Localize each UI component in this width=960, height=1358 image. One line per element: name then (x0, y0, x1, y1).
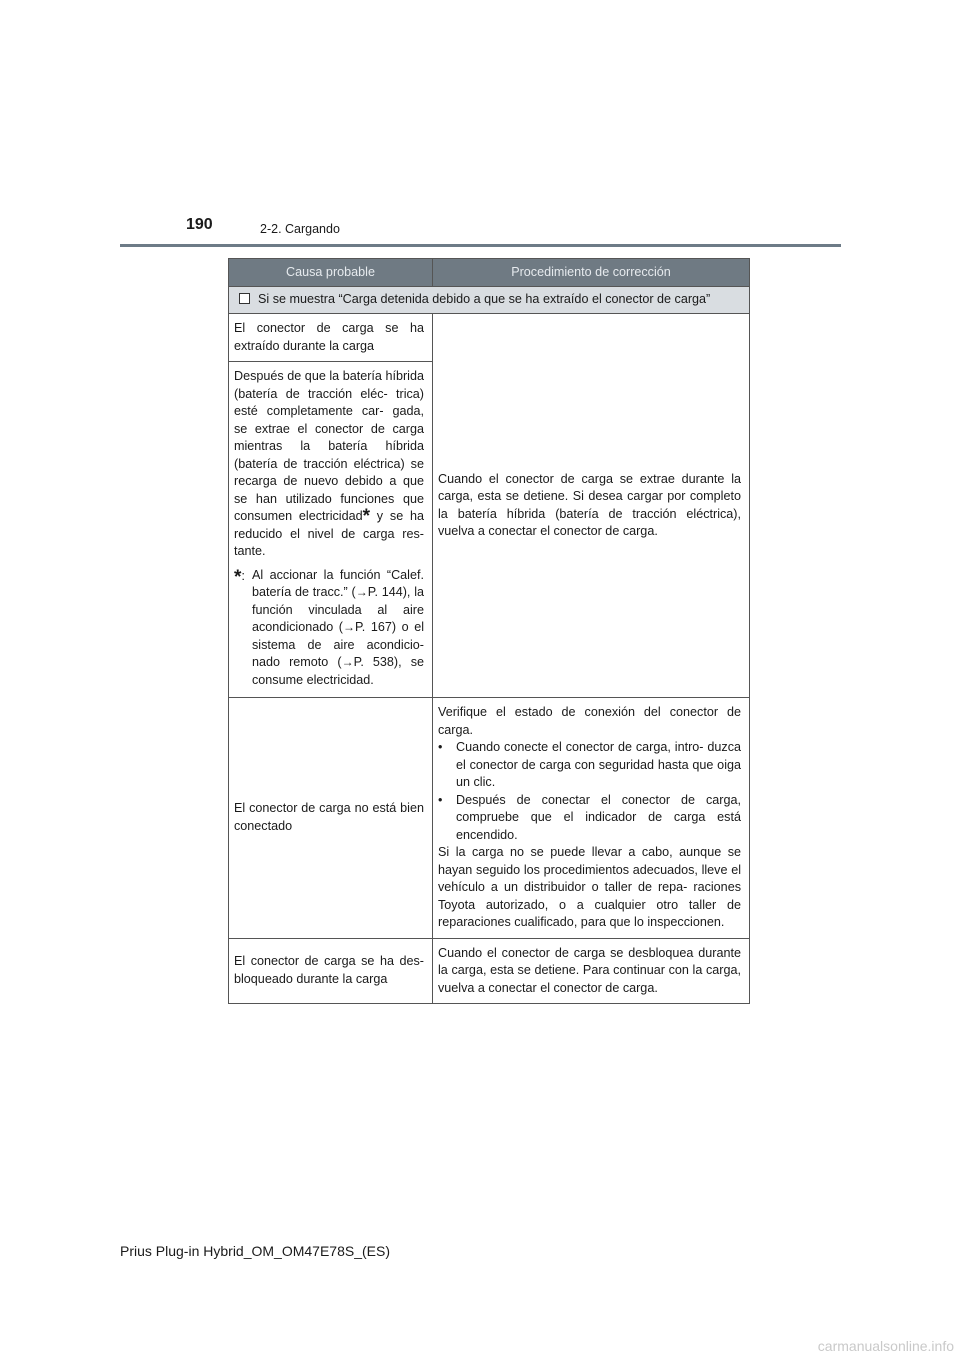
table-header-row (229, 259, 750, 287)
column-header-cause: Causa probable (229, 259, 433, 287)
arrow-right-icon: → (355, 585, 368, 599)
cause-cell: El conector de carga no está bien conectado (229, 698, 433, 939)
bullet-icon: • (438, 740, 443, 754)
checkbox-icon (239, 293, 250, 304)
procedure-cell (433, 698, 750, 939)
subheader-text: Si se muestra “Carga detenida debido a que se ha extraído el conector de carga” (258, 292, 711, 307)
bullet-icon: • (438, 792, 443, 807)
section-title: 2-2. Cargando (260, 222, 340, 236)
footer-manual-id: Prius Plug-in Hybrid_OM_OM47E78S_(ES) (120, 1243, 390, 1259)
footnote-asterisk: * (234, 566, 242, 588)
table-row (229, 314, 750, 362)
column-header-procedure: Procedimiento de corrección (433, 259, 750, 287)
footnote-text: Al accionar la función “Calef. batería de tracc.” (→P. 144), la función vinculada al aire acondicionado (→P. 167) o el sistema de aire acondicio- nado remoto (→P. 538), se consume electricidad. (252, 567, 424, 687)
table-subheader (229, 287, 750, 314)
cause-cell (229, 362, 433, 698)
table-row (229, 698, 750, 939)
procedure-cell: Cuando el conector de carga se desbloquea durante la carga, esta se detiene. Para continuar con la carga, vuelva a conectar el conector de carga. (433, 938, 750, 1004)
asterisk-mark: * (362, 506, 371, 527)
cause-text: Después de que la batería híbrida (batería de tracción eléc- trica) esté completamente car- gada, se extrae el conector de carga mientras la batería híbrida (batería de tracción eléctrica) se recarga de nuevo debido a que se han utilizado funciones que consumen electricidad* y se ha reducido el nivel de carga res- tante. (234, 369, 424, 558)
watermark: carmanualsonline.info (817, 1338, 954, 1354)
page-number: 190 (186, 216, 213, 233)
troubleshooting-table (228, 258, 750, 1004)
cause-cell: El conector de carga se ha des- bloqueado durante la carga (229, 938, 433, 1004)
cause-cell: El conector de carga se ha extraído durante la carga (229, 314, 433, 362)
header-divider (120, 244, 841, 247)
table-subheader-row (229, 287, 750, 314)
arrow-right-icon: → (343, 620, 355, 634)
procedure-cell: Cuando el conector de carga se extrae durante la carga, esta se detiene. Si desea cargar por completo la batería híbrida (batería de tracción eléctrica), vuelva a conectar el conector de carga. (433, 314, 750, 698)
procedure-outro: Si la carga no se puede llevar a cabo, aunque se hayan seguido los procedimientos adecuados, lleve el vehículo a un distribuidor o taller de repa- raciones Toyota autorizado, o a cualquier otro taller de reparaciones cualificado, para que lo inspeccionen. (438, 845, 741, 929)
table-row (229, 938, 750, 1004)
footnote: *: Al accionar la función “Calef. batería de tracc.” (→P. 144), la función vinculada al aire acondicionado (→P. 167) o el sistema de aire acondicio- nado remoto (→P. 538), se consume electricidad. (234, 567, 424, 690)
bullet-item: • Cuando conecte el conector de carga, intro- duzca el conector de carga con seguridad hasta que oiga un clic. (438, 739, 741, 792)
arrow-right-icon: → (341, 655, 354, 669)
procedure-intro: Verifique el estado de conexión del conector de carga. (438, 705, 741, 737)
bullet-item: • Después de conectar el conector de carga, compruebe que el indicador de carga está encendido. (438, 792, 741, 845)
